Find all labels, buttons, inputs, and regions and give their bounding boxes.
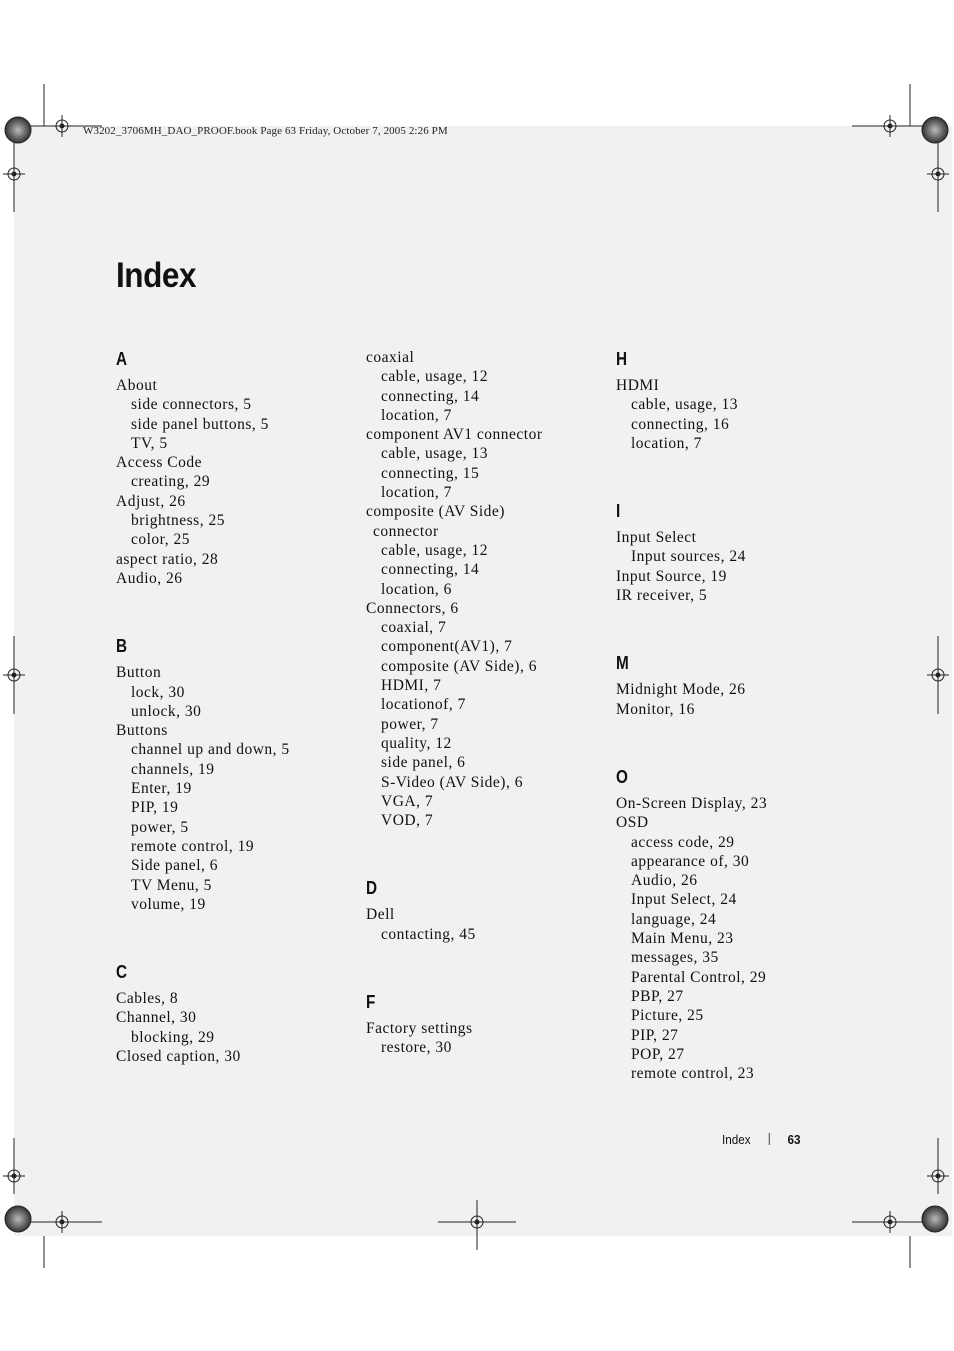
index-subentry: locationof, 7 xyxy=(381,696,466,714)
index-subentry: cable, usage, 12 xyxy=(381,368,488,386)
registration-mark xyxy=(879,1211,901,1233)
index-entry: Factory settings xyxy=(366,1020,473,1038)
index-subentry: location, 7 xyxy=(381,484,452,502)
index-subentry: unlock, 30 xyxy=(131,702,202,720)
index-subentry: color, 25 xyxy=(131,531,190,549)
section-letter: C xyxy=(116,962,128,983)
index-subentry: Input sources, 24 xyxy=(631,548,746,566)
index-subentry: POP, 27 xyxy=(631,1045,685,1063)
section-letter: F xyxy=(366,992,376,1013)
index-subentry: brightness, 25 xyxy=(131,512,225,530)
color-target-mark xyxy=(922,1206,948,1232)
index-entry: HDMI xyxy=(616,377,660,394)
index-subentry: creating, 29 xyxy=(131,473,211,491)
index-entry: coaxial xyxy=(366,349,415,366)
index-subentry: connecting, 16 xyxy=(631,415,730,433)
index-entry: aspect ratio, 28 xyxy=(116,550,219,568)
index-entry: connector xyxy=(373,522,439,540)
index-section xyxy=(616,500,856,605)
index-subentry: side panel buttons, 5 xyxy=(131,415,269,433)
index-subentry: component(AV1), 7 xyxy=(381,638,513,656)
index-section xyxy=(116,348,356,588)
section-letter: A xyxy=(116,349,128,369)
registration-mark xyxy=(927,163,949,185)
index-subentry: location, 7 xyxy=(631,434,702,452)
index-section xyxy=(116,635,356,914)
index-subentry: blocking, 29 xyxy=(131,1028,215,1046)
index-entry: composite (AV Side) xyxy=(366,503,505,521)
index-entry: Access Code xyxy=(116,454,202,472)
page-number: 63 xyxy=(787,1132,801,1147)
index-subentry: Side panel, 6 xyxy=(131,857,218,875)
page-title: Index xyxy=(116,256,197,295)
index-entry: Dell xyxy=(366,906,395,924)
footer-divider xyxy=(769,1133,770,1145)
index-subentry: power, 5 xyxy=(131,818,189,836)
index-entry: Buttons xyxy=(116,722,168,740)
index-subentry: HDMI, 7 xyxy=(381,677,442,695)
index-entry: IR receiver, 5 xyxy=(616,587,708,605)
index-section xyxy=(366,348,606,830)
registration-mark xyxy=(3,664,25,686)
color-target-mark xyxy=(5,1206,31,1232)
registration-mark xyxy=(51,1211,73,1233)
index-entry: Adjust, 26 xyxy=(116,492,186,510)
index-subentry: channels, 19 xyxy=(131,760,215,778)
section-letter: O xyxy=(616,766,628,787)
index-subentry: quality, 12 xyxy=(381,734,452,752)
index-column xyxy=(366,348,606,1105)
index-entry: OSD xyxy=(616,814,649,832)
index-subentry: location, 6 xyxy=(381,580,452,598)
section-letter: I xyxy=(616,501,621,522)
section-letter: D xyxy=(366,878,378,899)
index-subentry: S-Video (AV Side), 6 xyxy=(381,773,523,791)
registration-mark xyxy=(927,664,949,686)
index-subentry: TV, 5 xyxy=(131,434,168,452)
index-section xyxy=(366,877,606,944)
index-subentry: cable, usage, 13 xyxy=(381,445,488,463)
index-section xyxy=(116,961,356,1066)
registration-mark xyxy=(466,1211,488,1233)
index-subentry: Audio, 26 xyxy=(631,872,698,890)
index-subentry: lock, 30 xyxy=(131,683,185,701)
index-subentry: cable, usage, 12 xyxy=(381,541,488,559)
index-entry: Connectors, 6 xyxy=(366,599,459,617)
index-entry: Button xyxy=(116,664,162,682)
index-subentry: Parental Control, 29 xyxy=(631,968,767,986)
index-entry: Channel, 30 xyxy=(116,1009,197,1027)
registration-mark xyxy=(927,1165,949,1187)
index-entry: Midnight Mode, 26 xyxy=(616,681,746,699)
index-subentry: messages, 35 xyxy=(631,949,719,967)
index-entry: Closed caption, 30 xyxy=(116,1048,241,1066)
section-letter: M xyxy=(616,653,629,674)
index-subentry: appearance of, 30 xyxy=(631,852,750,870)
index-subentry: connecting, 14 xyxy=(381,387,480,405)
index-entry: Audio, 26 xyxy=(116,569,183,587)
index-subentry: volume, 19 xyxy=(131,895,206,913)
index-subentry: channel up and down, 5 xyxy=(131,741,290,759)
index-section xyxy=(616,766,856,1083)
section-letter: H xyxy=(616,349,628,369)
index-section xyxy=(616,652,856,719)
index-subentry: cable, usage, 13 xyxy=(631,396,738,414)
index-subentry: composite (AV Side), 6 xyxy=(381,657,537,675)
index-subentry: side panel, 6 xyxy=(381,754,466,772)
index-subentry: language, 24 xyxy=(631,910,717,928)
index-subentry: VOD, 7 xyxy=(381,812,434,830)
index-subentry: connecting, 15 xyxy=(381,464,480,482)
index-subentry: PBP, 27 xyxy=(631,987,684,1005)
index-subentry: connecting, 14 xyxy=(381,561,480,579)
index-subentry: contacting, 45 xyxy=(381,925,476,943)
index-entry: Monitor, 16 xyxy=(616,700,695,718)
index-entry: Cables, 8 xyxy=(116,990,179,1008)
index-subentry: Enter, 19 xyxy=(131,780,192,798)
index-subentry: coaxial, 7 xyxy=(381,619,447,637)
index-subentry: restore, 30 xyxy=(381,1039,452,1057)
registration-mark xyxy=(3,163,25,185)
index-subentry: Main Menu, 23 xyxy=(631,930,734,948)
registration-mark xyxy=(3,1165,25,1187)
index-column xyxy=(616,348,856,1130)
index-entry: Input Select xyxy=(616,529,697,547)
index-subentry: location, 7 xyxy=(381,406,452,424)
index-entry: component AV1 connector xyxy=(366,426,543,444)
registration-mark xyxy=(879,115,901,137)
print-slug: W3202_3706MH_DAO_PROOF.book Page 63 Friday, October 7, 2005 2:26 PM xyxy=(83,125,448,137)
index-subentry: power, 7 xyxy=(381,715,439,733)
index-subentry: access code, 29 xyxy=(631,833,735,851)
index-entry: About xyxy=(116,377,158,394)
index-entry: On-Screen Display, 23 xyxy=(616,794,768,812)
index-entry: Input Source, 19 xyxy=(616,567,727,585)
index-subentry: Input Select, 24 xyxy=(631,891,737,909)
footer-section-label: Index xyxy=(722,1132,751,1147)
index-section xyxy=(366,991,606,1058)
index-column xyxy=(116,348,356,1113)
index-subentry: VGA, 7 xyxy=(381,792,434,810)
color-target-mark xyxy=(922,117,948,143)
registration-mark xyxy=(51,115,73,137)
color-target-mark xyxy=(5,117,31,143)
index-subentry: side connectors, 5 xyxy=(131,396,252,414)
section-letter: B xyxy=(116,636,128,657)
page-footer xyxy=(722,1132,801,1150)
index-subentry: TV Menu, 5 xyxy=(131,876,212,894)
index-subentry: PIP, 27 xyxy=(631,1026,679,1044)
index-subentry: Picture, 25 xyxy=(631,1007,704,1025)
index-section xyxy=(616,348,856,453)
index-subentry: remote control, 19 xyxy=(131,837,255,855)
index-subentry: PIP, 19 xyxy=(131,799,179,817)
index-subentry: remote control, 23 xyxy=(631,1065,755,1083)
